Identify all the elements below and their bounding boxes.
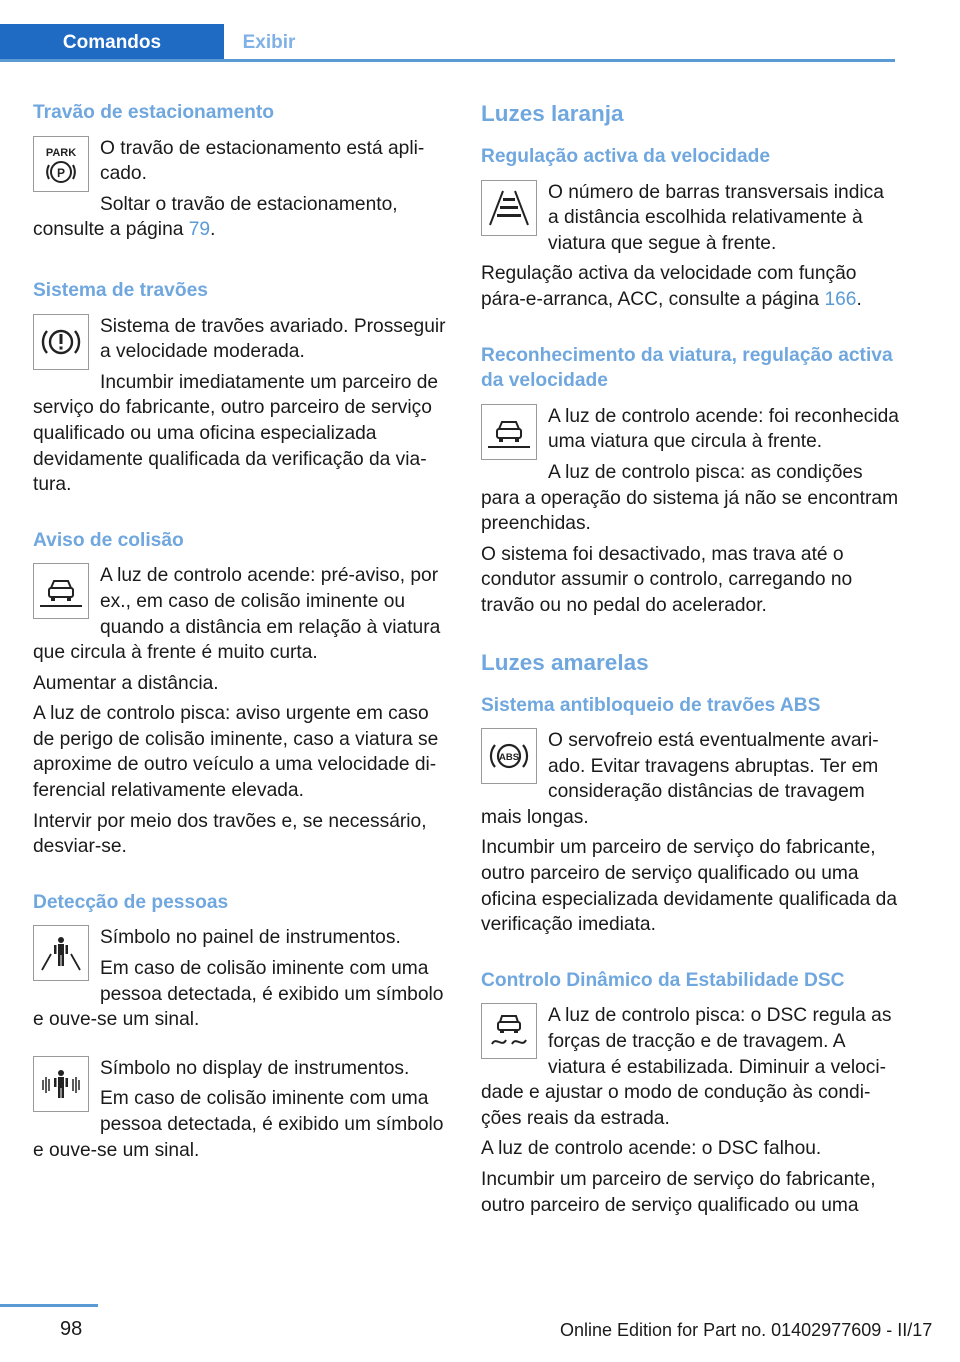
paragraph <box>33 192 451 243</box>
paragraph: A luz de controlo acende: pré-aviso, por ex., em caso de colisão iminente ou quando a distância em relação à viatura que circula à frente é muito curta. <box>33 565 441 664</box>
paragraph: Em caso de colisão iminente com uma pessoa detectada, é exibido um símbolo e ouve-se um sinal. <box>33 1088 444 1161</box>
paragraph: O servofreio está eventualmente avariado. Evitar travagens abruptas. Ter em consideração distâncias de travagem mais longas. <box>481 730 879 828</box>
pedestrian-sound-icon <box>33 1056 89 1112</box>
svg-text:P: P <box>56 165 66 180</box>
paragraph: Incumbir um parceiro de serviço do fabricante, outro parceiro de serviço qualificado ou uma oficina especializada devidamente qualificada da verificação imediata. <box>481 837 898 936</box>
section-parking-brake <box>33 100 451 248</box>
paragraph: O travão de estacionamento está aplicado. <box>100 137 425 185</box>
distance-bars-icon <box>481 180 537 236</box>
paragraph: A luz de controlo pisca: o DSC regula as forças de tracção e de travagem. A viatura é estabilizada. Diminuir a velocidade e ajustar o modo de condução às condições reais da estrada. <box>481 1005 892 1129</box>
pedestrian-icon <box>33 925 89 981</box>
paragraph: A luz de controlo pisca: aviso urgente em caso de perigo de colisão iminente, caso a viatura se aproxime de outro veículo a uma velocidade diferencial relativamente elevada. <box>33 703 439 802</box>
section-title: Travão de estacionamento <box>33 102 274 123</box>
tab-exibir[interactable]: Exibir <box>242 32 296 53</box>
page-number: 98 <box>60 1318 83 1340</box>
section-title: Controlo Dinâmico da Estabilidade DSC <box>481 969 845 991</box>
abs-icon-label: ABS <box>498 752 520 764</box>
section-person-detection <box>33 890 451 1163</box>
section-dsc <box>481 968 899 1218</box>
dsc-skid-icon <box>481 1003 537 1059</box>
left-column <box>33 100 451 1193</box>
paragraph: A luz de controlo acende: foi reconhecida uma viatura que circula à frente. <box>548 405 899 453</box>
edition-note: Online Edition for Part no. 01402977609 - II/17 <box>560 1320 933 1340</box>
paragraph: A luz de controlo pisca: as condições para a operação do sistema já não se encontram preenchidas. <box>481 461 899 535</box>
car-front-icon <box>33 563 89 619</box>
section-title: Detecção de pessoas <box>33 891 229 913</box>
text: . <box>856 288 862 310</box>
section-title: Sistema de travões <box>33 279 208 301</box>
text: . <box>210 219 216 241</box>
section-brake-system <box>33 278 451 498</box>
section-vehicle-recognition <box>481 343 899 619</box>
section-active-cruise <box>481 144 899 313</box>
section-title: Regulação activa da velocidade <box>481 146 771 167</box>
paragraph: A luz de controlo acende: o DSC falhou. <box>481 1138 822 1160</box>
brake-warning-icon <box>33 314 89 370</box>
abs-icon <box>481 728 537 784</box>
paragraph: Incumbir imediatamente um parceiro de serviço do fabricante, outro parceiro de serviço qualificado ou uma oficina especializada devidamente qualificada da verificação da viatura. <box>33 371 439 496</box>
paragraph: Em caso de colisão iminente com uma pessoa detectada, é exibido um símbolo e ouve-se um sinal. <box>33 958 444 1031</box>
section-collision-warning <box>33 528 451 860</box>
heading-orange-lights: Luzes laranja <box>481 101 624 126</box>
paragraph: Símbolo no painel de instrumentos. <box>100 927 401 949</box>
page-link-79[interactable]: 79 <box>188 219 211 241</box>
section-title: Sistema antibloqueio de travões ABS <box>481 694 821 716</box>
paragraph <box>481 261 899 312</box>
park-brake-icon <box>33 136 89 192</box>
paragraph: Sistema de travões avariado. Prosseguir a velocidade moderada. <box>100 315 446 363</box>
text: Soltar o travão de estacionamento, consulte a página <box>33 193 398 241</box>
header-tabs <box>0 24 895 62</box>
car-front-icon <box>481 404 537 460</box>
footer-rule <box>0 1304 98 1307</box>
tab-comandos[interactable]: Comandos <box>0 24 224 59</box>
text: Regulação activa da velocidade com função pára-e-arranca, ACC, consulte a página <box>481 263 857 310</box>
section-title: Aviso de colisão <box>33 529 184 551</box>
heading-yellow-lights: Luzes amarelas <box>481 649 649 675</box>
paragraph: Intervir por meio dos travões e, se necessário, desviar-se. <box>33 810 427 858</box>
page-link-166[interactable]: 166 <box>824 288 857 310</box>
header-rule <box>0 59 895 62</box>
right-column <box>481 100 899 1228</box>
park-icon-label: PARK <box>45 146 77 159</box>
paragraph: Aumentar a distância. <box>33 672 219 694</box>
paragraph: O número de barras transversais indica a distância escolhida relativamente à viatura que segue à frente. <box>548 181 884 254</box>
paragraph: O sistema foi desactivado, mas trava até o condutor assumir o controlo, carregando no travão ou no pedal do acelerador. <box>481 543 853 616</box>
paragraph: Símbolo no display de instrumentos. <box>100 1057 410 1079</box>
section-abs <box>481 693 899 938</box>
paragraph: Incumbir um parceiro de serviço do fabricante, outro parceiro de serviço qualificado ou uma <box>481 1169 876 1216</box>
section-title: Reconhecimento da viatura, regulação activa da velocidade <box>481 344 893 392</box>
